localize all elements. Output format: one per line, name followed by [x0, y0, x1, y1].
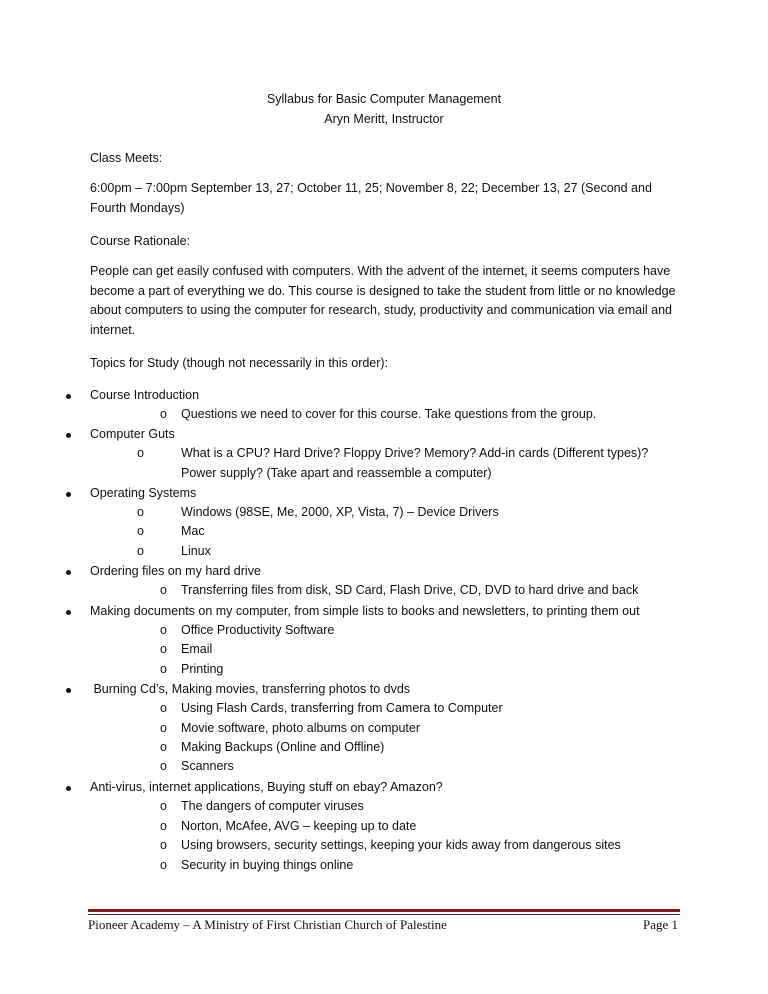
sub-topic-item: Email [181, 642, 213, 656]
footer-organization: Pioneer Academy – A Ministry of First Christian Church of Palestine [88, 917, 447, 932]
circle-bullet-icon: o [160, 721, 167, 735]
circle-bullet-icon: o [160, 858, 167, 872]
bullet-icon [66, 786, 71, 791]
bullet-icon [66, 433, 71, 438]
sub-topic-item: Making Backups (Online and Offline) [181, 740, 385, 754]
course-rationale-text: People can get easily confused with computers. With the advent of the internet, it seems computers have become a part of everything we do. This course is designed to take the student from little or no knowledge about computers to using the computer for research, study, productivity and communication via email and internet. [90, 264, 676, 338]
sub-topic-item: What is a CPU? Hard Drive? Floppy Drive? Memory? Add-in cards (Different types)? [181, 446, 649, 460]
circle-bullet-icon: o [160, 838, 167, 852]
topics-label: Topics for Study (though not necessarily in this order): [90, 356, 389, 370]
circle-bullet-icon: o [160, 740, 167, 754]
circle-bullet-icon: o [160, 662, 167, 676]
sub-topic-item: Printing [181, 662, 224, 676]
circle-bullet-icon: o [137, 446, 144, 460]
circle-bullet-icon: o [137, 524, 144, 538]
bullet-icon [66, 688, 71, 693]
footer-page-number: Page 1 [642, 917, 678, 932]
circle-bullet-icon: o [160, 623, 167, 637]
circle-bullet-icon: o [160, 759, 167, 773]
sub-topic-item: Using browsers, security settings, keeping your kids away from dangerous sites [181, 838, 621, 852]
topic-item: Operating Systems [90, 486, 197, 500]
sub-topic-item: Scanners [181, 759, 234, 773]
class-meets-label: Class Meets: [90, 151, 163, 165]
footer-rule-thin [88, 914, 680, 915]
circle-bullet-icon: o [160, 819, 167, 833]
sub-topic-item: Windows (98SE, Me, 2000, XP, Vista, 7) – Device Drivers [181, 505, 499, 519]
instructor-line: Aryn Meritt, Instructor [324, 112, 444, 126]
topic-item: Course Introduction [90, 388, 200, 402]
bullet-icon [66, 492, 71, 497]
circle-bullet-icon: o [160, 799, 167, 813]
circle-bullet-icon: o [160, 701, 167, 715]
sub-topic-item: Using Flash Cards, transferring from Camera to Computer [181, 701, 503, 715]
circle-bullet-icon: o [137, 544, 144, 558]
sub-topic-item: Office Productivity Software [181, 623, 335, 637]
bullet-icon [66, 570, 71, 575]
topic-item: Burning Cd’s, Making movies, transferring photos to dvds [90, 682, 411, 696]
sub-topic-item: The dangers of computer viruses [181, 799, 364, 813]
sub-topic-item: Linux [181, 544, 211, 558]
course-rationale-label: Course Rationale: [90, 234, 191, 248]
sub-topic-item: Norton, McAfee, AVG – keeping up to date [181, 819, 417, 833]
sub-topic-item: Security in buying things online [181, 858, 354, 872]
bullet-icon [66, 610, 71, 615]
sub-topic-item: Questions we need to cover for this course. Take questions from the group. [181, 407, 597, 421]
topic-item: Anti-virus, internet applications, Buying stuff on ebay? Amazon? [90, 780, 443, 794]
document-title: Syllabus for Basic Computer Management [266, 92, 502, 106]
topic-item: Ordering files on my hard drive [90, 564, 261, 578]
sub-topic-item: Transferring files from disk, SD Card, Flash Drive, CD, DVD to hard drive and back [181, 583, 639, 597]
circle-bullet-icon: o [160, 642, 167, 656]
circle-bullet-icon: o [137, 505, 144, 519]
sub-topic-item-continued: Power supply? (Take apart and reassemble a computer) [181, 466, 492, 480]
footer-rule-thick [88, 909, 680, 912]
topic-item: Making documents on my computer, from simple lists to books and newsletters, to printing them out [90, 604, 640, 618]
class-meets-schedule: 6:00pm – 7:00pm September 13, 27; October 11, 25; November 8, 22; December 13, 27 (Second and Fourth Mondays) [90, 181, 652, 215]
circle-bullet-icon: o [160, 407, 167, 421]
circle-bullet-icon: o [160, 583, 167, 597]
sub-topic-item: Mac [181, 524, 205, 538]
topic-item: Computer Guts [90, 427, 175, 441]
sub-topic-item: Movie software, photo albums on computer [181, 721, 421, 735]
bullet-icon [66, 394, 71, 399]
